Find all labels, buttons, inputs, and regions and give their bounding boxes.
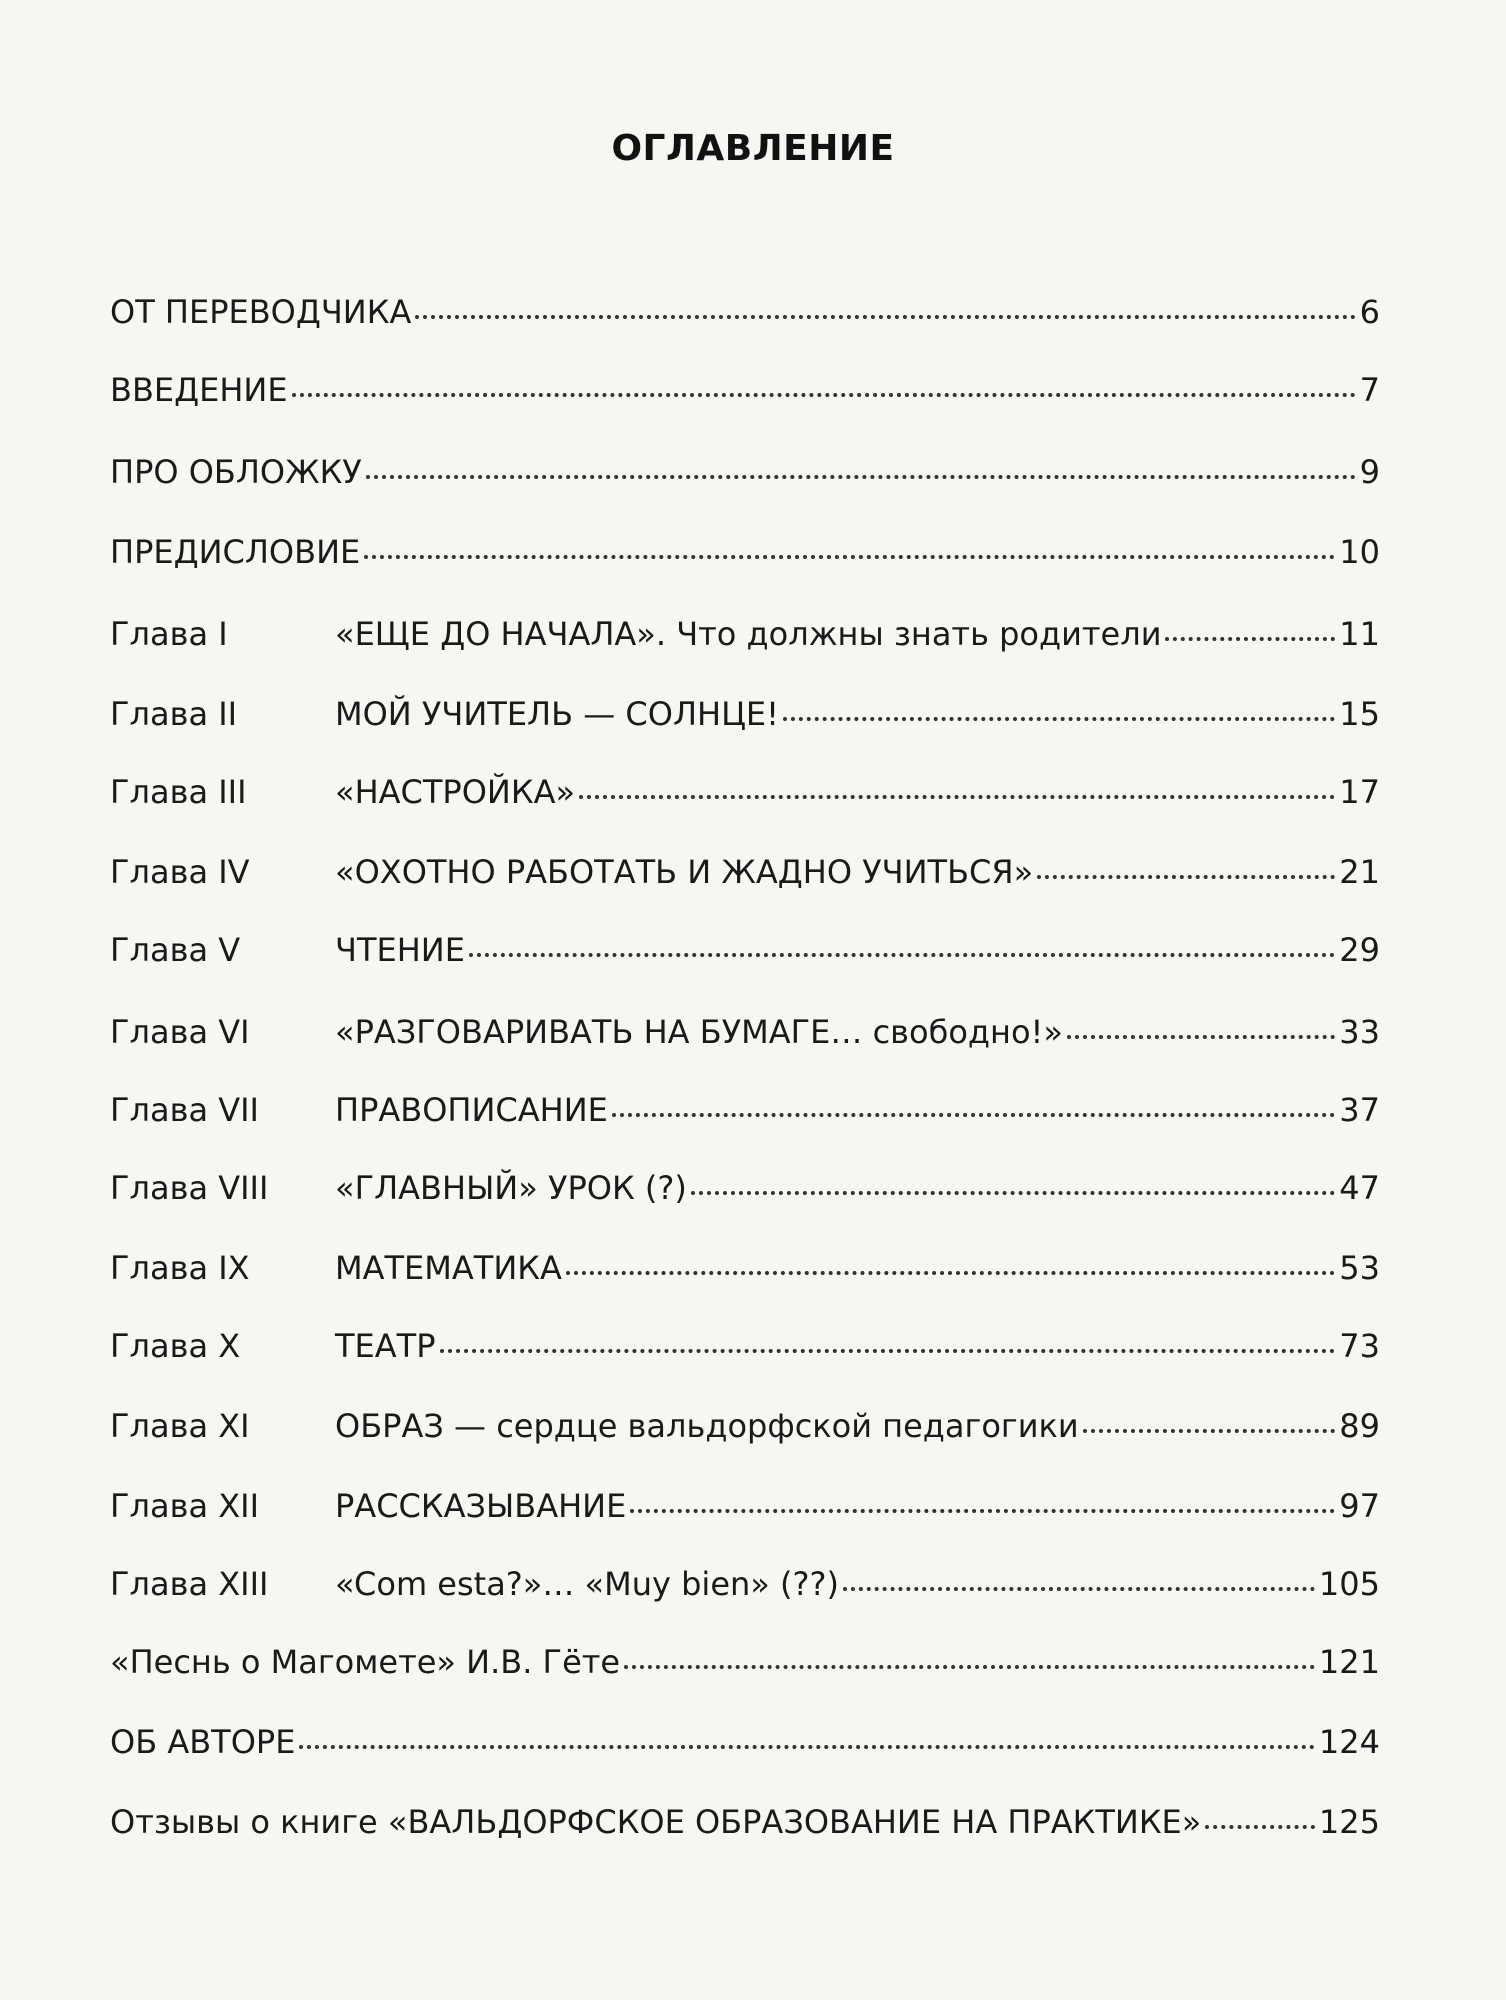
entry-page-number: 97 <box>1339 1487 1380 1525</box>
entry-title: ПРО ОБЛОЖКУ <box>110 453 362 491</box>
chapter-number: Глава V <box>110 931 241 969</box>
chapter-number: Глава II <box>110 695 238 733</box>
entry-title: ПРАВОПИСАНИЕ <box>335 1091 608 1129</box>
entry-page-number: 47 <box>1339 1169 1380 1207</box>
chapter-number: Глава XIII <box>110 1565 269 1603</box>
entry-title: ОБ АВТОРЕ <box>110 1723 296 1761</box>
toc-entry[interactable] <box>110 290 1380 334</box>
toc-entry[interactable] <box>110 850 1380 894</box>
chapter-number: Глава IX <box>110 1249 250 1287</box>
entry-title: ОТ ПЕРЕВОДЧИКА <box>110 293 412 331</box>
dot-leader <box>691 1165 1335 1195</box>
entry-title: ВВЕДЕНИЕ <box>110 371 288 409</box>
toc-entry[interactable] <box>110 1800 1380 1844</box>
entry-page-number: 121 <box>1318 1643 1380 1681</box>
entry-page-number: 33 <box>1339 1013 1380 1051</box>
entry-title: ОБРАЗ — сердце вальдорфской педагогики <box>335 1407 1079 1445</box>
toc-entry[interactable] <box>110 1640 1380 1684</box>
entry-page-number: 124 <box>1318 1723 1380 1761</box>
dot-leader <box>612 1087 1335 1117</box>
toc-entry[interactable] <box>110 1166 1380 1210</box>
toc-entry[interactable] <box>110 612 1380 656</box>
entry-page-number: 15 <box>1339 695 1380 733</box>
entry-title: ТЕАТР <box>335 1327 436 1365</box>
entry-title: Отзывы о книге «ВАЛЬДОРФСКОЕ ОБРАЗОВАНИЕ НА ПРАКТИКЕ» <box>110 1803 1202 1841</box>
dot-leader <box>1067 1009 1335 1039</box>
toc-entry[interactable] <box>110 1324 1380 1368</box>
dot-leader <box>364 529 1335 559</box>
toc-entry[interactable] <box>110 1088 1380 1132</box>
entry-page-number: 6 <box>1359 293 1380 331</box>
dot-leader <box>630 1483 1335 1513</box>
page-title: ОГЛАВЛЕНИЕ <box>611 128 895 169</box>
entry-page-number: 17 <box>1339 773 1380 811</box>
dot-leader <box>566 1245 1335 1275</box>
entry-page-number: 73 <box>1339 1327 1380 1365</box>
entry-page-number: 7 <box>1359 371 1380 409</box>
dot-leader <box>1037 849 1335 879</box>
entry-title: «ГЛАВНЫЙ» УРОК (?) <box>335 1169 687 1207</box>
dot-leader <box>292 367 1356 397</box>
dot-leader <box>1205 1799 1315 1829</box>
chapter-number: Глава XI <box>110 1407 250 1445</box>
entry-page-number: 10 <box>1339 533 1380 571</box>
toc-entry[interactable] <box>110 928 1380 972</box>
entry-page-number: 11 <box>1339 615 1380 653</box>
table-of-contents <box>110 0 1380 2000</box>
toc-entry[interactable] <box>110 530 1380 574</box>
entry-page-number: 29 <box>1339 931 1380 969</box>
chapter-number: Глава IV <box>110 853 250 891</box>
dot-leader <box>783 691 1335 721</box>
chapter-number: Глава VII <box>110 1091 259 1129</box>
toc-entry[interactable] <box>110 1484 1380 1528</box>
entry-page-number: 37 <box>1339 1091 1380 1129</box>
toc-entry[interactable] <box>110 1404 1380 1448</box>
toc-entry[interactable] <box>110 1010 1380 1054</box>
dot-leader <box>579 769 1335 799</box>
chapter-number: Глава XII <box>110 1487 260 1525</box>
entry-title: «Песнь о Магомете» И.В. Гёте <box>110 1643 621 1681</box>
dot-leader <box>366 449 1356 479</box>
entry-title: «ОХОТНО РАБОТАТЬ И ЖАДНО УЧИТЬСЯ» <box>335 853 1034 891</box>
toc-entry[interactable] <box>110 1246 1380 1290</box>
chapter-number: Глава I <box>110 615 228 653</box>
dot-leader <box>1083 1403 1336 1433</box>
chapter-number: Глава X <box>110 1327 241 1365</box>
entry-title: МОЙ УЧИТЕЛЬ — СОЛНЦЕ! <box>335 695 779 733</box>
toc-entry[interactable] <box>110 1562 1380 1606</box>
dot-leader <box>299 1719 1315 1749</box>
entry-title: «ЕЩЕ ДО НАЧАЛА». Что должны знать родители <box>335 615 1162 653</box>
entry-title: ПРЕДИСЛОВИЕ <box>110 533 361 571</box>
entry-title: «НАСТРОЙКА» <box>335 773 576 811</box>
entry-page-number: 9 <box>1359 453 1380 491</box>
entry-page-number: 105 <box>1318 1565 1380 1603</box>
toc-entry[interactable] <box>110 692 1380 736</box>
chapter-number: Глава VI <box>110 1013 250 1051</box>
toc-entry[interactable] <box>110 770 1380 814</box>
entry-page-number: 89 <box>1339 1407 1380 1445</box>
toc-entry[interactable] <box>110 1720 1380 1764</box>
chapter-number: Глава VIII <box>110 1169 269 1207</box>
chapter-number: Глава III <box>110 773 247 811</box>
entry-page-number: 53 <box>1339 1249 1380 1287</box>
dot-leader <box>843 1561 1315 1591</box>
entry-page-number: 125 <box>1318 1803 1380 1841</box>
dot-leader <box>1165 611 1335 641</box>
dot-leader <box>440 1323 1336 1353</box>
dot-leader <box>469 927 1335 957</box>
dot-leader <box>415 289 1355 319</box>
entry-page-number: 21 <box>1339 853 1380 891</box>
entry-title: «РАЗГОВАРИВАТЬ НА БУМАГЕ… свободно!» <box>335 1013 1063 1051</box>
entry-title: РАССКАЗЫВАНИЕ <box>335 1487 627 1525</box>
entry-title: «Com esta?»… «Muy bien» (??) <box>335 1565 839 1603</box>
entry-title: ЧТЕНИЕ <box>335 931 465 969</box>
toc-entry[interactable] <box>110 450 1380 494</box>
dot-leader <box>624 1639 1315 1669</box>
entry-title: МАТЕМАТИКА <box>335 1249 562 1287</box>
toc-entry[interactable] <box>110 368 1380 412</box>
